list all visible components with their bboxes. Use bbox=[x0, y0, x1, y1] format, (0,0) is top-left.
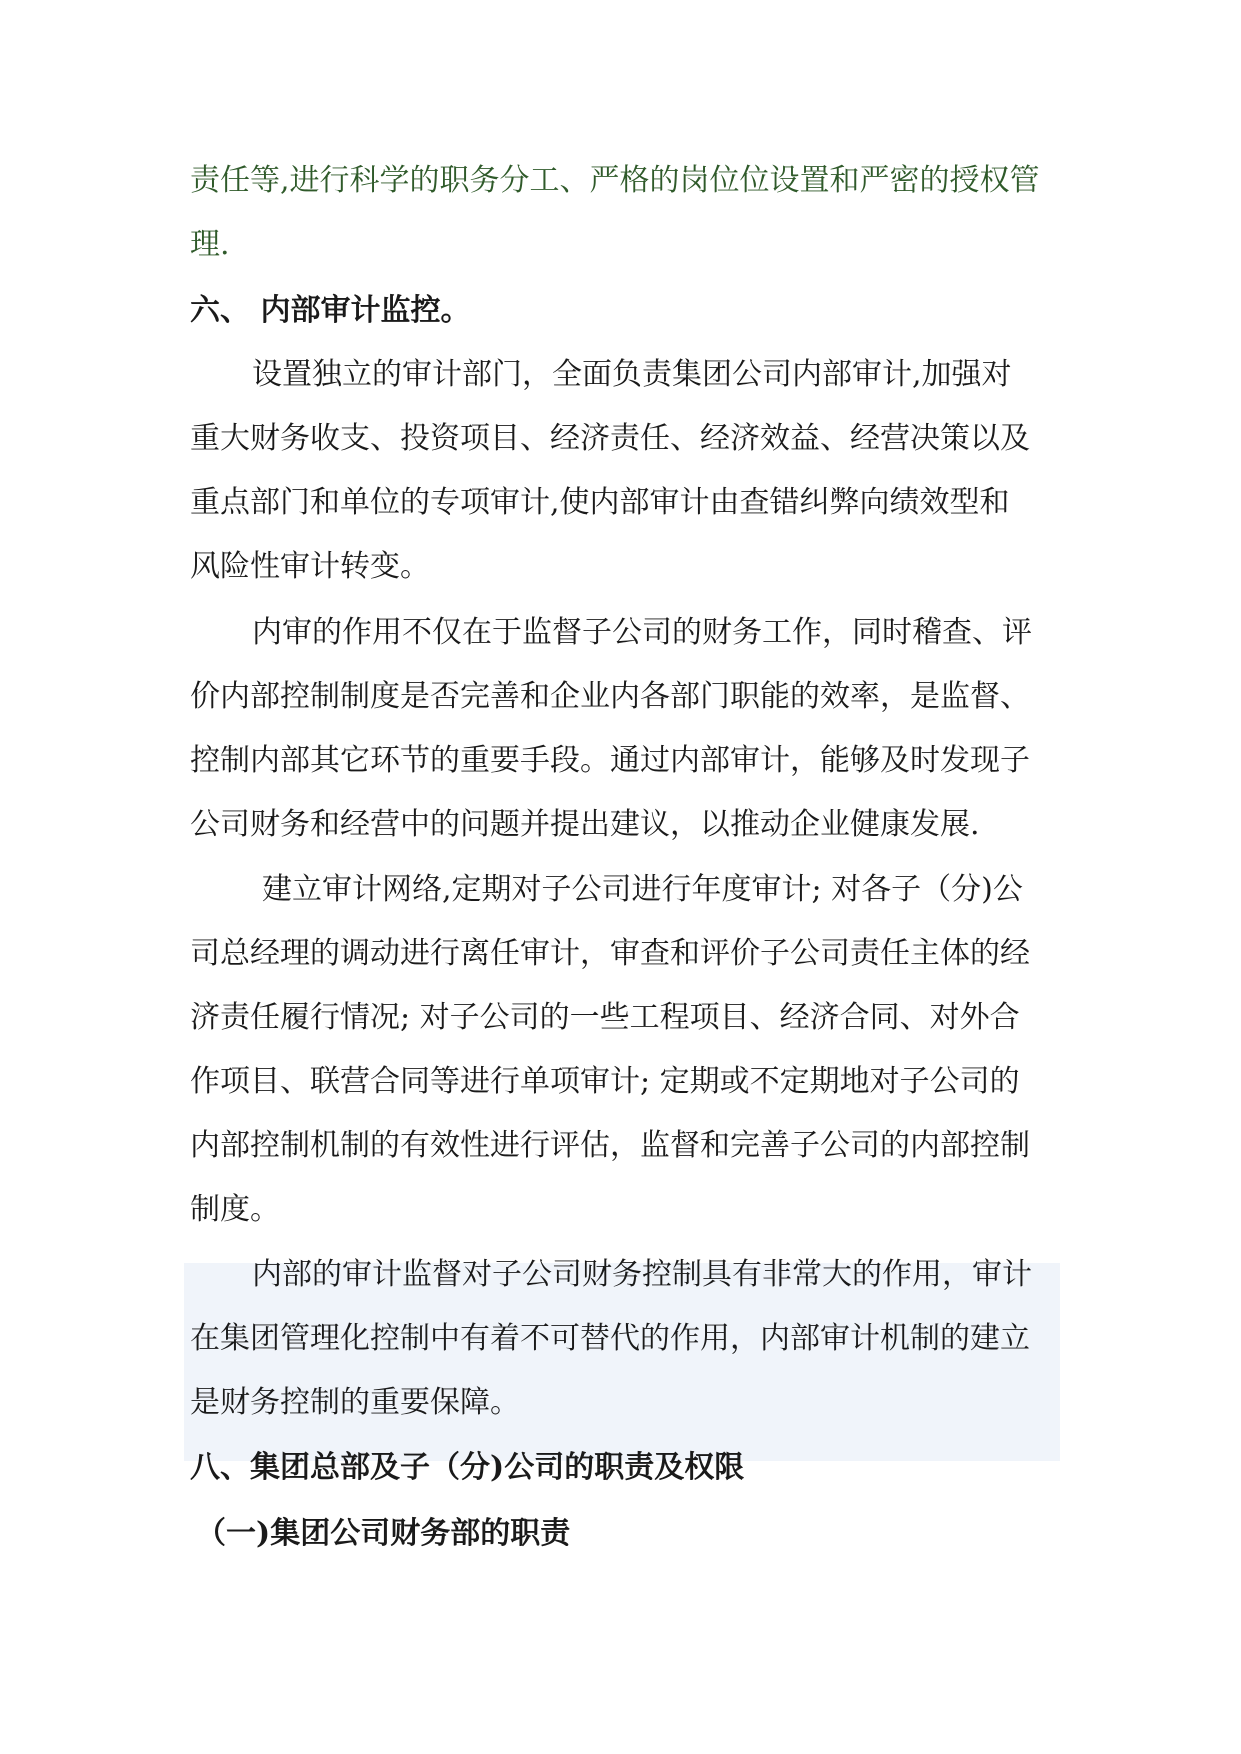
text-line-11: 公司财务和经营中的问题并提出建议，以推动企业健康发展. bbox=[190, 807, 980, 842]
text-line-8: 内审的作用不仅在于监督子公司的财务工作，同时稽查、评 bbox=[252, 615, 1032, 650]
text-line-6: 重点部门和单位的专项审计,使内部审计由查错纠弊向绩效型和 bbox=[190, 485, 1010, 520]
section-heading-six: 六、 内部审计监控。 bbox=[190, 293, 471, 328]
text-line-10: 控制内部其它环节的重要手段。通过内部审计，能够及时发现子 bbox=[190, 743, 1030, 778]
text-line-17: 制度。 bbox=[190, 1192, 280, 1227]
text-line-12: 建立审计网络,定期对子公司进行年度审计; 对各子（分)公 bbox=[232, 872, 1023, 907]
text-line-15: 作项目、联营合同等进行单项审计; 定期或不定期地对子公司的 bbox=[190, 1064, 1020, 1099]
section-heading-eight: 八、集团总部及子（分)公司的职责及权限 bbox=[190, 1450, 745, 1485]
subsection-heading-one: （一)集团公司财务部的职责 bbox=[196, 1516, 571, 1551]
text-line-5: 重大财务收支、投资项目、经济责任、经济效益、经营决策以及 bbox=[190, 421, 1030, 456]
text-line-7: 风险性审计转变。 bbox=[190, 549, 430, 584]
text-line-2: 理. bbox=[190, 227, 230, 262]
text-line-20: 是财务控制的重要保障。 bbox=[190, 1385, 520, 1420]
text-line-13: 司总经理的调动进行离任审计，审查和评价子公司责任主体的经 bbox=[190, 936, 1030, 971]
text-line-4: 设置独立的审计部门，全面负责集团公司内部审计,加强对 bbox=[222, 357, 1012, 392]
text-line-19: 在集团管理化控制中有着不可替代的作用，内部审计机制的建立 bbox=[190, 1321, 1030, 1356]
text-line-18: 内部的审计监督对子公司财务控制具有非常大的作用，审计 bbox=[252, 1257, 1032, 1292]
text-line-9: 价内部控制制度是否完善和企业内各部门职能的效率，是监督、 bbox=[190, 679, 1030, 714]
text-line-16: 内部控制机制的有效性进行评估，监督和完善子公司的内部控制 bbox=[190, 1128, 1030, 1163]
text-line-1: 责任等,进行科学的职务分工、严格的岗位位设置和严密的授权管 bbox=[190, 163, 1040, 198]
text-line-14: 济责任履行情况; 对子公司的一些工程项目、经济合同、对外合 bbox=[190, 1000, 1020, 1035]
